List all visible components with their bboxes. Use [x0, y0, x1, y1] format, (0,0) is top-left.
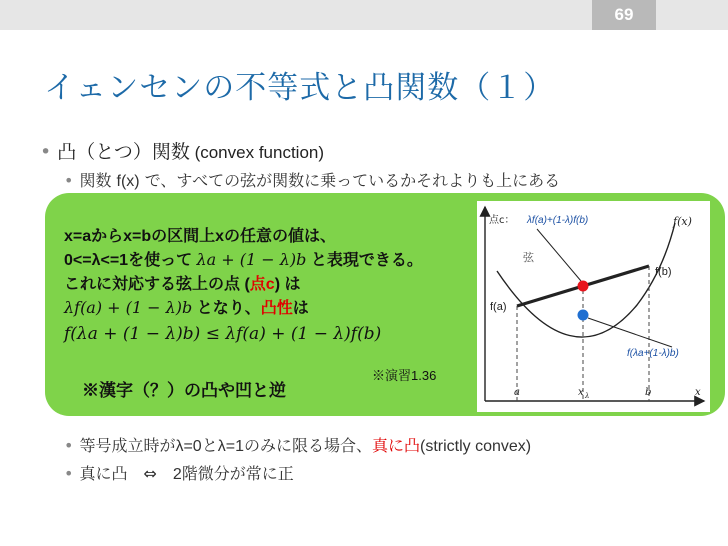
bullet-dot: • — [40, 141, 52, 163]
box-line-4-math: λf(a) + (1 − λ)b — [64, 298, 193, 317]
strictly-convex-highlight: 真に凸 — [371, 436, 420, 455]
box-line-2-post: と表現できる。 — [306, 252, 423, 269]
arrow-to-point-f — [588, 318, 672, 347]
box-line-4-post: は — [292, 300, 309, 317]
slide-number: 69 — [592, 0, 656, 30]
jensen-inequality — [64, 324, 381, 344]
bullet-text-a: 関数 — [79, 171, 117, 190]
bullet-dot: • — [64, 436, 74, 455]
fa-label: f(a) — [490, 301, 507, 313]
box-line-4 — [64, 295, 309, 318]
fb-label: f(b) — [655, 266, 672, 278]
slide-title: イェンセンの不等式と凸関数（１） — [44, 70, 556, 106]
b4-post: 2階微分が常に正 — [156, 466, 294, 483]
bullet-text-b: で、すべての弦が関数に乗っているかそれよりも上にある — [139, 171, 561, 190]
iff-symbol: ⇔ — [143, 464, 157, 483]
box-line-3-post: ) は — [274, 276, 301, 293]
point-c-label-prefix: 点c： — [489, 215, 515, 226]
point-f-mid — [578, 310, 589, 321]
fx-label: f(x) — [673, 215, 692, 228]
bullet-text-en: (convex function) — [189, 143, 325, 162]
b3-pre: 等号成立時が — [79, 436, 176, 455]
point-c — [578, 281, 589, 292]
b3-en: (strictly convex) — [420, 438, 532, 455]
box-line-4-mid: となり、 — [192, 300, 261, 317]
bullet-second-derivative — [64, 461, 294, 484]
b3-lambda0: λ=0 — [175, 438, 202, 455]
bullet-dot: • — [64, 464, 74, 483]
convex-curve — [497, 223, 675, 337]
chord-label: 弦 — [523, 251, 534, 264]
b4-pre: 真に凸 — [79, 464, 144, 483]
graph-svg — [477, 201, 710, 412]
box-line-2-pre: 0<=λ<=1を使って — [64, 252, 197, 269]
box-line-1: x=aからx=bの区間上xの任意の値は、 — [64, 228, 337, 245]
convex-function-graph — [477, 201, 710, 412]
x-axis-label: x — [695, 387, 701, 398]
x-tick-b: b — [645, 387, 652, 398]
bullet-text-fx: f(x) — [116, 173, 140, 190]
x-tick-xlambda-sub: λ — [585, 392, 590, 400]
bullet-chord-definition — [64, 168, 560, 191]
bullet-dot: • — [64, 171, 74, 190]
exercise-reference: ※演習1.36 — [372, 368, 437, 383]
point-c-label-formula: λf(a)+(1-λ)f(b) — [527, 215, 589, 226]
x-tick-xlambda: x — [578, 387, 584, 398]
kanji-note: ※漢字（？）の凸や凹と逆 — [82, 381, 286, 400]
bullet-convex-function — [40, 137, 324, 164]
bullet-strictly-convex — [64, 433, 531, 456]
box-line-2-math: λa + (1 − λ)b — [196, 250, 307, 269]
arrow-to-point-c — [537, 229, 581, 281]
bullet-text-jp: 凸（とつ）関数 — [57, 141, 190, 163]
convexity-highlight: 凸性 — [260, 300, 293, 317]
box-line-2 — [64, 247, 423, 270]
box-line-3-pre: これに対応する弦上の点 ( — [64, 276, 250, 293]
b3-mid: と — [201, 436, 218, 455]
b3-lambda1: λ=1 — [217, 438, 244, 455]
inequality-formula: f(λa + (1 − λ)b) ≤ λf(a) + (1 − λ)f(b) — [64, 324, 382, 344]
point-c-highlight: 点c — [249, 276, 275, 293]
f-mid-label: f(λa+(1-λ)b) — [627, 348, 679, 359]
x-tick-a: a — [514, 387, 520, 398]
box-line-3 — [64, 271, 300, 294]
b3-post: のみに限る場合、 — [243, 436, 372, 455]
